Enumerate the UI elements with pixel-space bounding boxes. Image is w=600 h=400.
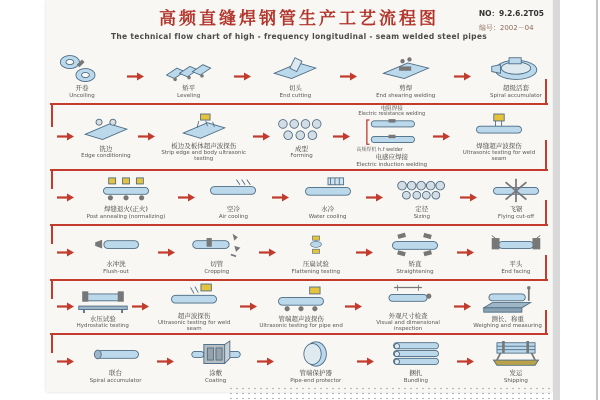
step-label (365, 313, 451, 333)
flowchart-poster (46, 0, 552, 392)
step-label (290, 146, 312, 160)
step-label (504, 370, 528, 384)
flow-arrow-icon (157, 357, 174, 366)
step-label-cn: 压扁试验 (302, 259, 329, 268)
flow-row-4 (50, 226, 548, 281)
flow-step (292, 230, 341, 275)
flow-arrow-icon (57, 132, 74, 141)
page-title: 高频直缝焊钢管生产工艺流程图 (159, 9, 439, 29)
halftone-texture (228, 386, 554, 400)
step-label-cn: 水压试验 (89, 314, 116, 323)
step-label-cn: 超级活套 (502, 83, 529, 92)
step-label (356, 154, 427, 168)
step-label-en: End shearing welding (376, 92, 436, 99)
flow-row-5 (50, 281, 548, 336)
step-label (290, 370, 341, 384)
coil-icon (56, 54, 108, 84)
flow-step (365, 282, 451, 333)
flow-step (490, 339, 542, 384)
flow-row-3 (50, 171, 548, 226)
flow-step (151, 282, 237, 333)
step-label (396, 261, 433, 275)
step-label-en: Strip edge and body ultrasonic testing (161, 150, 247, 163)
step-label (90, 370, 142, 384)
flow-arrow-icon (138, 132, 155, 141)
flow-step (80, 115, 132, 160)
poster-header (46, 4, 552, 41)
step-label-cn: 矫直 (408, 259, 422, 268)
flow-arrow-icon (433, 132, 450, 141)
flow-step (302, 175, 354, 220)
step-label-en: Forming (290, 153, 313, 160)
flow-step (473, 285, 542, 330)
flow-row-1 (50, 50, 548, 105)
ut-weld-icon (168, 282, 220, 312)
hydro-test-icon (77, 285, 129, 315)
inspection-icon (382, 282, 434, 312)
flow-arrow-icon (57, 302, 74, 311)
step-note-cn: 高频焊机 (356, 146, 377, 153)
flow-arrow-icon (57, 248, 74, 257)
page-subtitle: The technical flow chart of high - frequency longitudinal - seam welded steel pipes (111, 32, 487, 41)
step-label (87, 206, 166, 220)
flow-step (190, 339, 242, 384)
flow-arrow-icon (333, 132, 350, 141)
accumulator-icon (490, 54, 542, 84)
shear-welder-icon (380, 54, 432, 84)
step-top-label-cn: 电阻焊接 (380, 105, 403, 112)
flow-step (490, 230, 542, 275)
step-label-en: Post annealing (normalizing) (86, 213, 166, 220)
step-label-en: Edge conditioning (81, 153, 131, 160)
step-label-cn: 管端超声波探伤 (278, 314, 324, 323)
step-label (498, 206, 534, 220)
flatten-test-icon (298, 230, 334, 260)
doc-number: NO：9.2.6.2T05 (478, 9, 544, 18)
flow-arrow-icon (272, 193, 289, 202)
step-label-en: Ultrasonic testing for pipe end (259, 323, 343, 330)
step-label-cn: 捆扎 (409, 369, 423, 378)
flying-saw-icon (490, 175, 542, 205)
step-label-en: Ultrasonic testing for weld seam (157, 320, 231, 333)
step-label (490, 85, 542, 99)
step-top-label-en: Electric resistance welding (358, 110, 426, 117)
step-label (81, 146, 131, 160)
cropper-icon (191, 230, 243, 260)
step-note-en: h.f welder (377, 146, 403, 153)
flow-arrow-icon (240, 302, 257, 311)
step-label-en: Air cooling (218, 213, 248, 220)
flow-arrow-icon (57, 357, 74, 366)
flow-step (207, 175, 259, 220)
step-label-en: End facing (501, 268, 531, 275)
flow-step (90, 339, 142, 384)
flow-arrow-icon (366, 193, 383, 202)
flow-step (456, 112, 542, 163)
step-label (404, 370, 428, 384)
step-label-en: Electric induction welding (356, 162, 428, 169)
step-label-cn: 板边及板体超声波探伤 (171, 141, 237, 150)
step-label-cn: 外观尺寸检查 (388, 311, 428, 320)
pipe-water-icon (302, 175, 354, 205)
step-label-cn: 剪焊 (399, 83, 413, 92)
flow-arrow-icon (158, 248, 175, 257)
step-label-en: Hydrostatic testing (76, 323, 129, 330)
step-label-cn: 水冷 (321, 205, 335, 214)
step-label-en: Straightening (396, 268, 434, 275)
step-label (280, 85, 312, 99)
step-label-cn: 水冲洗 (106, 259, 126, 268)
ut-plate-icon (178, 112, 230, 142)
flow-arrow-icon (457, 357, 474, 366)
flow-arrow-icon (356, 248, 373, 257)
flow-step (356, 106, 427, 169)
flush-icon (90, 230, 142, 260)
step-label-cn: 平头 (509, 259, 523, 268)
flow-arrow-icon (132, 302, 149, 311)
step-label (103, 261, 129, 275)
weigh-measure-icon (482, 285, 534, 315)
flow-step (56, 54, 108, 99)
step-label-en: Leveling (177, 92, 201, 99)
straightener-icon (389, 230, 441, 260)
flow-arrow-icon (357, 357, 374, 366)
ut-pipe-end-icon (275, 285, 327, 315)
ut-pipe-icon (473, 112, 525, 142)
annealer-icon (100, 175, 152, 205)
flow-row-6 (50, 335, 548, 388)
flow-arrow-icon (127, 72, 144, 81)
step-label-cn: 联台 (109, 369, 123, 378)
step-label-en: Sizing (413, 213, 430, 220)
step-label (259, 316, 343, 330)
flow-arrow-icon (457, 248, 474, 257)
step-label (309, 206, 347, 220)
flow-step (396, 175, 448, 220)
step-label-en: Spiral accumulator (89, 378, 142, 385)
bundle-icon (390, 339, 442, 369)
step-label-en: Weighing and measuring (473, 323, 542, 330)
step-label-cn: 测长、称重 (491, 314, 524, 323)
flow-arrow-icon (345, 302, 362, 311)
step-label-cn: 切管 (210, 259, 224, 268)
flow-row-2 (50, 105, 548, 172)
step-label-cn: 焊缝退火(正火) (103, 205, 148, 214)
flow-step (290, 339, 342, 384)
step-label (473, 316, 542, 330)
flow-step (77, 285, 129, 330)
forming-rolls-icon (276, 115, 328, 145)
step-label-en: Shipping (503, 378, 528, 385)
edge-mill-icon (80, 115, 132, 145)
step-label-en: Pipe-end protector (290, 378, 342, 385)
flow-step (161, 112, 247, 163)
flow-step (276, 115, 328, 160)
step-label (69, 85, 94, 99)
step-label-en: Water cooling (308, 213, 347, 220)
pallet-icon (490, 339, 542, 369)
pipe-air-icon (207, 175, 259, 205)
flow-arrow-icon (253, 132, 270, 141)
step-label-cn: 切头 (288, 83, 302, 92)
step-label (161, 143, 247, 163)
end-facer-icon (490, 230, 542, 260)
flow-arrow-icon (257, 357, 274, 366)
document-number-box (479, 8, 544, 33)
step-label-cn: 开卷 (75, 83, 89, 92)
step-label-cn: 管端保护器 (299, 369, 332, 378)
accumulator-pipe-icon (90, 339, 142, 369)
step-label-cn: 超声波探伤 (177, 311, 211, 320)
leveler-icon (163, 54, 215, 84)
cutter-icon (269, 54, 321, 84)
step-label (77, 316, 129, 330)
flow-step (269, 54, 321, 99)
flow-step (87, 175, 166, 220)
step-label-en: End cutting (279, 92, 312, 99)
step-label (219, 206, 248, 220)
step-label-cn: 焊缝超声波探伤 (476, 141, 522, 150)
step-label (414, 206, 430, 220)
step-label-en: Bundling (403, 378, 428, 385)
flow-arrow-icon (259, 248, 276, 257)
flow-arrow-icon (57, 193, 74, 202)
flow-step (163, 54, 215, 99)
step-label (501, 261, 530, 275)
welder-pair-icon (366, 118, 418, 148)
step-label-en: Coating (205, 378, 227, 385)
step-label (292, 261, 341, 275)
doc-serial: 编号：2002－04 (478, 24, 534, 32)
step-label-cn: 空冷 (226, 205, 240, 214)
flow-step (376, 54, 435, 99)
step-label-en: Cropping (204, 268, 230, 275)
step-label-cn: 飞锯 (509, 205, 523, 214)
flow-step (191, 230, 243, 275)
step-label (177, 85, 200, 99)
step-label-cn: 铣边 (99, 144, 113, 153)
step-label (456, 143, 542, 163)
flow-arrow-icon (340, 72, 357, 81)
step-label-en: Ultrasonic testing for weld seam (462, 150, 536, 163)
step-label (204, 261, 229, 275)
step-label-en: Visual and dimensional inspection (376, 320, 440, 333)
flow-arrow-icon (460, 193, 477, 202)
flow-step (389, 230, 441, 275)
step-label-en: Flying cut-off (497, 213, 535, 220)
flow-step (390, 339, 442, 384)
step-label-cn: 成型 (295, 144, 309, 153)
step-label-cn: 发运 (509, 369, 523, 378)
flow-step (90, 230, 142, 275)
flow-arrow-icon (454, 72, 471, 81)
step-label-cn: 涂敷 (209, 369, 223, 378)
step-label (205, 370, 226, 384)
end-protector-icon (290, 339, 342, 369)
step-label (151, 313, 237, 333)
step-label-cn: 定径 (415, 205, 429, 214)
step-label-en: Flush-out (103, 268, 129, 275)
step-label-en: Spiral accumulator (490, 92, 542, 99)
step-label-cn: 矫平 (182, 83, 196, 92)
coating-booth-icon (190, 339, 242, 369)
step-label-cn: 电感应焊接 (375, 153, 409, 162)
flow-step (259, 285, 343, 330)
step-label-en: Uncoiling (69, 92, 95, 99)
step-label (376, 85, 435, 99)
flow-step (490, 175, 542, 220)
flow-arrow-icon (178, 193, 195, 202)
flow-step (490, 54, 542, 99)
step-label-en: Flattening testing (291, 268, 341, 275)
step-top-label (358, 106, 425, 117)
scan-edge-strip (553, 0, 560, 400)
scan-edge-line (596, 0, 598, 400)
sizing-rolls-icon (396, 175, 448, 205)
flow-arrow-icon (234, 72, 251, 81)
flow-rows (50, 50, 548, 388)
flow-arrow-icon (454, 302, 471, 311)
